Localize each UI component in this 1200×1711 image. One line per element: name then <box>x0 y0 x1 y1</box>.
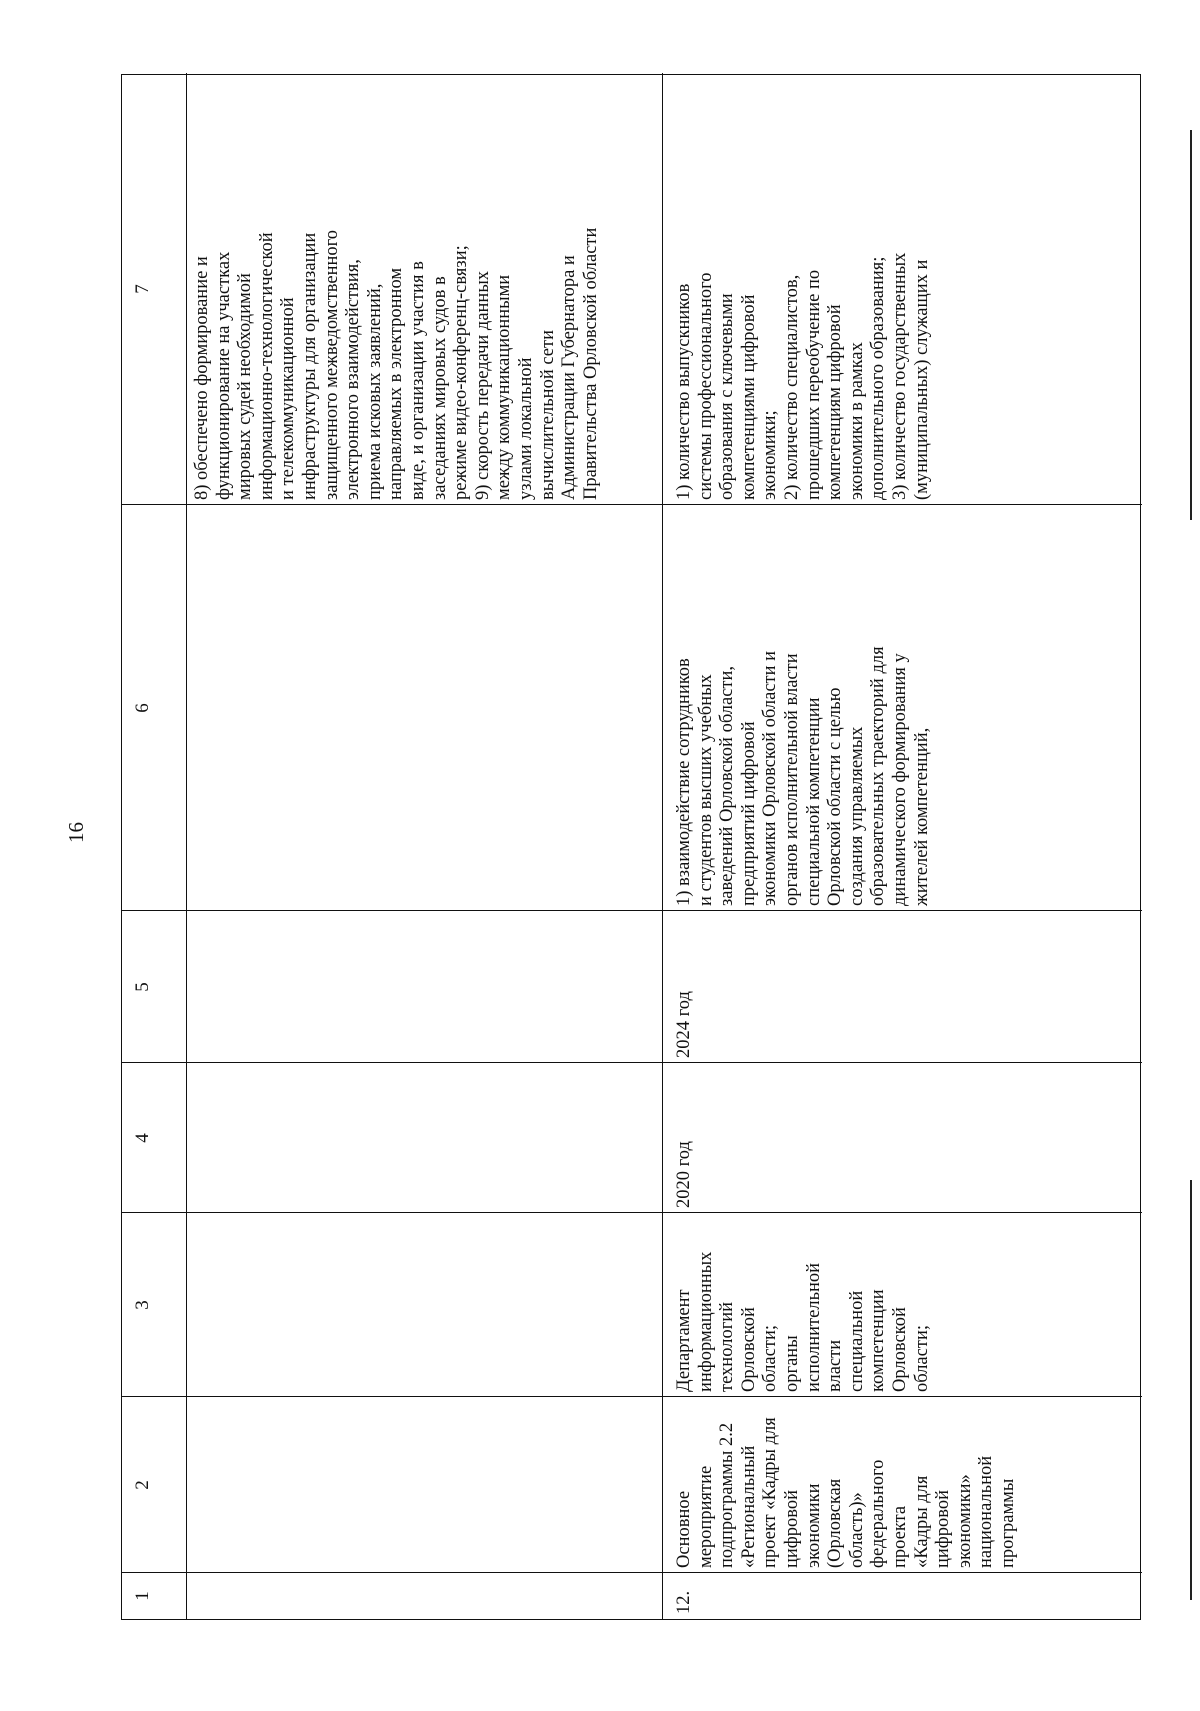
table-cell: Департамент информационных технологий Орловской области; органы исполнительной власти специальной компетенции Орловской области; <box>674 1251 932 1392</box>
table-cell <box>186 1063 662 1213</box>
rotated-table-container <box>121 74 1141 1620</box>
header-cell: 6 <box>132 703 153 713</box>
table-cell <box>186 911 662 1063</box>
table-cell: 8) обеспечено формирование и функционирование на участках мировых судей необходимой информационно-технологической и телекоммуникационной инфраструктуры для организации защищенного межведомственного электронного взаимодействия, приема исковых заявлений, направляемых в электронном виде, и организации участия в заседаниях мировых судов в режиме видео-конференц-связи; 9) скорость передачи данных между коммуникационными узлами локальной вычислительной сети Администрации Губернатора и Правительства Орловской области <box>192 227 601 500</box>
table-cell <box>186 1397 662 1573</box>
header-cell: 7 <box>132 284 153 294</box>
table-cell <box>186 1573 662 1619</box>
table-cell <box>186 1213 662 1397</box>
header-cell: 2 <box>132 1480 153 1490</box>
table-cell <box>186 505 662 911</box>
header-cell: 1 <box>132 1591 153 1601</box>
table-cell: 1) взаимодействие сотрудников и студентов высших учебных заведений Орловской области, предприятий цифровой экономики Орловской области и органов исполнительной власти специальной компетенции Орловской области с целью создания управляемых образовательных траекторий для динамического формирования у жителей компетенций, <box>674 646 932 906</box>
margin-line <box>1190 1180 1192 1600</box>
header-cell: 4 <box>132 1133 153 1143</box>
row-number-cell: 12. <box>674 1590 694 1614</box>
page-number: 16 <box>64 822 88 843</box>
header-cell: 3 <box>132 1300 153 1310</box>
header-cell: 5 <box>132 982 153 992</box>
table-cell: 1) количество выпускников системы профессионального образования с ключевыми компетенциями цифровой экономики; 2) количество специалистов, прошедших переобучение по компетенциям цифровой экономики в рамках дополнительного образования; 3) количество государственных (муниципальных) служащих и <box>674 252 932 500</box>
data-table <box>121 74 1141 1620</box>
table-cell: Основное мероприятие подпрограммы 2.2 «Региональный проект «Кадры для цифровой экономики (Орловская область)» федерального проекта «Кадры для цифровой экономики» национальной программы <box>674 1417 1018 1568</box>
margin-line <box>1190 130 1192 520</box>
table-cell: 2024 год <box>674 991 694 1058</box>
table-cell: 2020 год <box>674 1141 694 1208</box>
